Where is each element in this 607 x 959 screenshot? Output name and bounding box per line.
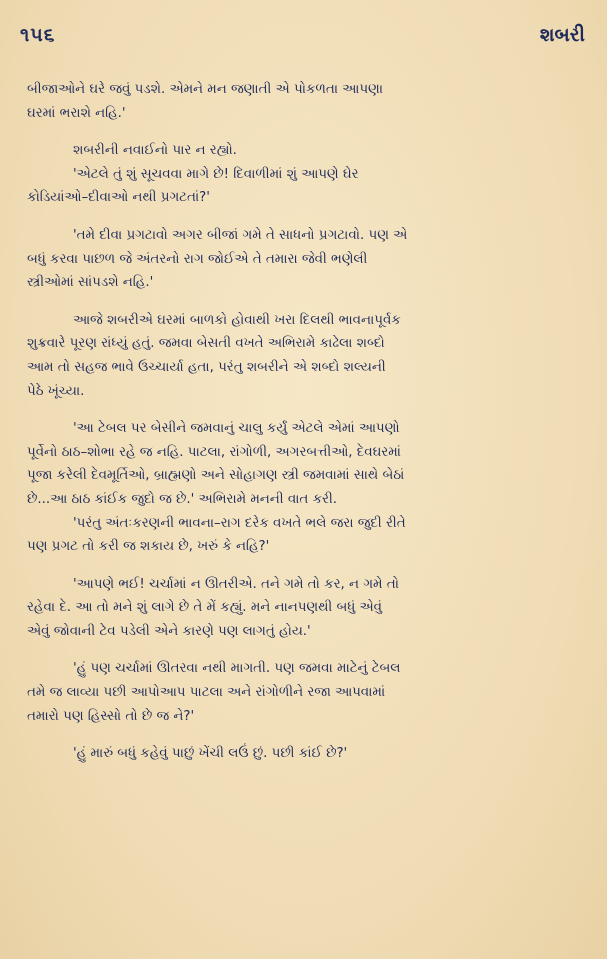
text-line: બીજાઓને ઘરે જવું પડશે. એમને મન જણાતી એ પોકળતા આપણા [27,82,383,97]
text-line: કોડિયાંઓ–દીવાઓ નથી પ્રગટતાં?' [27,190,210,206]
text-line: તમારો પણ હિસ્સો તો છે જ ને?' [27,708,195,724]
text-line: 'તમે દીવા પ્રગટાવો અગર બીજાં ગમે તે સાધનો પ્રગટાવો. પણ એ [73,227,408,243]
text-line: ઘરમાં ભરાશે નહિ.' [27,105,126,121]
text-line: આજે શબરીએ ઘરમાં બાળકો હોવાથી ખરા દિલથી ભાવનાપૂર્વક [73,312,401,328]
text-line: બધું કરવા પાછળ જે અંતરનો રાગ જોઈએ તે તમારા જેવી ભણેલી [27,251,368,267]
page-number: ૧૫૬ [20,24,56,46]
text-line: તમે જ લાવ્યા પછી આપોઆપ પાટલા અને રાંગોળીને રજા આપવામાં [27,685,386,701]
text-line: 'પરંતુ અંતઃકરણની ભાવના–રાગ દરેક વખતે ભલે જરા જુદી રીતે [73,515,406,531]
text-line: સ્ત્રીઓમાં સાંપડશે નહિ.' [27,275,154,291]
text-line: શબરીની નવાઈનો પાર ન રહ્યો. [73,143,237,159]
page-header [20,24,585,54]
text-line: પૂર્વેનો ઠાઠ–શોભા રહે જ નહિ. પાટલા, રાંગોળી, અગરબત્તીઓ, દેવઘરમાં [27,444,401,460]
text-line: 'આપણે ભઈ! ચર્ચામાં ન ઊતરીએ. તને ગમે તો કર, ન ગમે તો [73,576,399,592]
text-line: આમ તો સહજ ભાવે ઉચ્ચાર્યા હતા, પરંતુ શબરીને એ શબ્દો શલ્યની [27,359,386,375]
running-title: શબરી [539,24,585,46]
text-line: 'આ ટેબલ પર બેસીને જમવાનું ચાલુ કર્યું એટલે એમાં આપણો [73,421,400,437]
text-line: છે...આ ઠાઠ કાંઈક જુદો જ છે.' અભિરામે મનની વાત કરી. [27,491,338,507]
text-line: 'હું મારું બધું કહેવું પાછું ખેંચી લઉં છું. પછી કાંઈ છે?' [73,746,348,762]
page-body [27,78,585,766]
text-line: 'હું પણ ચર્ચામાં ઊતરવા નથી માગતી. પણ જમવા માટેનું ટેબલ [73,661,401,677]
text-line: પૂજા કરેલી દેવમૂર્તિઓ, બ્રાહ્મણો અને સોહાગણ સ્ત્રી જમવામાં સાથે બેઠાં [27,468,405,484]
text-line: શુક્રવારે પૂરણ રાંધ્યું હતું. જમવા બેસતી વખતે અભિરામે કાઢેલા શબ્દો [27,336,385,352]
text-line: 'એટલે તું શું સૂચવવા માગે છે! દિવાળીમાં શું આપણે ઘેર [73,166,359,182]
text-line: એવું જોવાની ટેવ પડેલી એને કારણે પણ લાગતું હોય.' [27,623,311,639]
text-line: પેઠે ખૂંચ્યા. [27,383,85,399]
text-line: પણ પ્રગટ તો કરી જ શકાય છે, ખરું કે નહિ?' [27,539,270,555]
text-line: રહેવા દે. આ તો મને શું લાગે છે તે મેં કહ્યું. મને નાનપણથી બધું એવું [27,600,382,616]
